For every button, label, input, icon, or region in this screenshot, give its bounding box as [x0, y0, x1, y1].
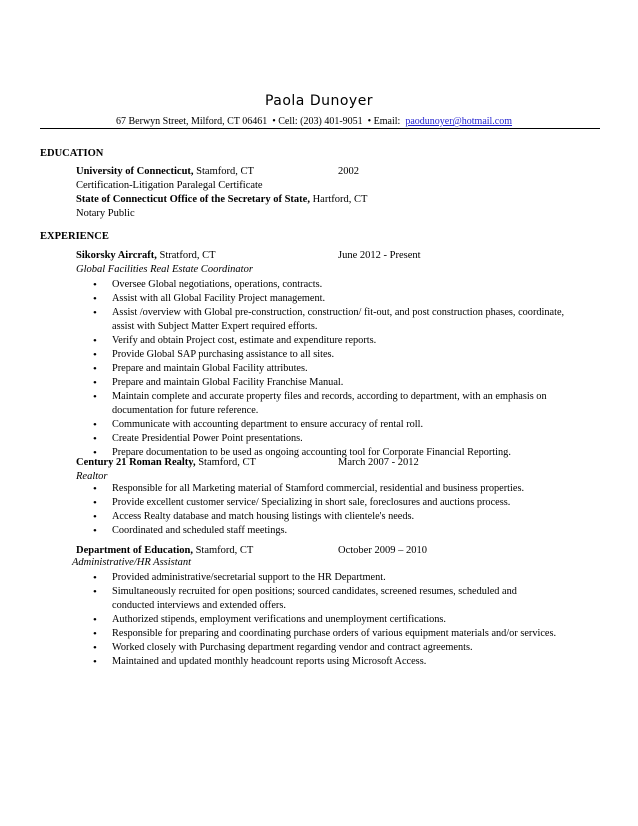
bullet-text: Maintain complete and accurate property files and records, according to department, with an emphasis on	[112, 391, 547, 402]
job-bullet-item	[93, 510, 524, 524]
bullet-text: Simultaneously recruited for open positions; sourced candidates, screened resumes, scheduled and	[112, 586, 517, 597]
bullet-text: Oversee Global negotiations, operations, contracts.	[112, 279, 323, 290]
bullet-text-continued: conducted interviews and extended offers.	[112, 600, 286, 611]
job-bullet-list	[93, 482, 524, 538]
bullet-text: Access Realty database and match housing listings with clientele's needs.	[112, 511, 415, 522]
school-certificate: Certification-Litigation Paralegal Certificate	[76, 180, 263, 191]
email-link[interactable]: paodunoyer@hotmail.com	[405, 116, 513, 127]
school-name: State of Connecticut Office of the Secretary of State,	[76, 194, 310, 205]
bullet-text: Communicate with accounting department to ensure accuracy of rental roll.	[112, 419, 424, 430]
experience-heading: EXPERIENCE	[40, 231, 109, 242]
bullet-text: Prepare and maintain Global Facility Franchise Manual.	[112, 377, 344, 388]
job-bullet-item	[93, 627, 556, 641]
job-bullet-item	[93, 613, 556, 627]
cell-phone: Cell: (203) 401-9051	[278, 116, 363, 127]
company-location: Stamford, CT	[195, 545, 254, 556]
job-bullet-item	[93, 655, 556, 669]
school-certificate: Notary Public	[76, 208, 135, 219]
school-location: Stamford, CT	[196, 166, 254, 177]
education-school-2	[76, 194, 367, 205]
job-header	[76, 457, 256, 468]
header-divider	[40, 128, 600, 129]
job-bullet-item	[93, 306, 564, 334]
job-header	[76, 545, 253, 556]
school-location: Hartford, CT	[312, 194, 368, 205]
bullet-text: Responsible for preparing and coordinating purchase orders of various equipment materials and/or services.	[112, 628, 557, 639]
contact-line: 67 Berwyn Street, Milford, CT 06461 • Cell: (203) 401-9051 • Email: paodunoyer@hotmail.com	[116, 116, 513, 127]
education-school-1	[76, 166, 254, 177]
bullet-text: Worked closely with Purchasing department regarding vendor and contract agreements.	[112, 642, 473, 653]
company-location: Stamford, CT	[198, 457, 256, 468]
bullet-text: Provided administrative/secretarial support to the HR Department.	[112, 572, 386, 583]
job-bullet-item	[93, 641, 556, 655]
bullet-text-continued: assist with Subject Matter Expert required efforts.	[112, 321, 318, 332]
bullet-text: Verify and obtain Project cost, estimate and expenditure reports.	[112, 335, 377, 346]
job-dates: March 2007 - 2012	[338, 457, 419, 468]
bullet-text: Prepare and maintain Global Facility attributes.	[112, 363, 308, 374]
job-bullet-item	[93, 362, 564, 376]
job-bullet-item	[93, 390, 564, 418]
bullet-text: Authorized stipends, employment verifications and unemployment certifications.	[112, 614, 446, 625]
company-name: Sikorsky Aircraft,	[76, 250, 157, 261]
company-name: Century 21 Roman Realty,	[76, 457, 196, 468]
job-bullet-list	[93, 571, 556, 669]
address: 67 Berwyn Street, Milford, CT 06461	[116, 116, 268, 127]
resume-name: Paola Dunoyer	[264, 93, 374, 109]
bullet-text: Assist /overview with Global pre-construction, construction/ fit-out, and post construction phases, coordinate,	[112, 307, 565, 318]
job-bullet-item	[93, 292, 564, 306]
job-bullet-item	[93, 432, 564, 446]
email-label: Email:	[373, 116, 401, 127]
job-bullet-item	[93, 376, 564, 390]
job-bullet-list	[93, 278, 564, 460]
bullet-text: Coordinated and scheduled staff meetings.	[112, 525, 288, 536]
bullet-text-continued: documentation for future reference.	[112, 405, 259, 416]
job-bullet-item	[93, 524, 524, 538]
job-bullet-item	[93, 482, 524, 496]
school-year: 2002	[338, 166, 359, 177]
bullet-text: Provide excellent customer service/ Specializing in short sale, foreclosures and auctions process.	[112, 497, 511, 508]
job-title: Global Facilities Real Estate Coordinator	[76, 264, 253, 275]
job-title: Realtor	[76, 471, 108, 482]
job-bullet-item	[93, 348, 564, 362]
job-bullet-item	[93, 278, 564, 292]
bullet-text: Responsible for all Marketing material of Stamford commercial, residential and business properties.	[112, 483, 525, 494]
bullet-text: Provide Global SAP purchasing assistance to all sites.	[112, 349, 335, 360]
company-location: Stratford, CT	[159, 250, 216, 261]
job-bullet-item	[93, 571, 556, 585]
school-name: University of Connecticut,	[76, 166, 194, 177]
bullet-text: Create Presidential Power Point presentations.	[112, 433, 303, 444]
education-heading: EDUCATION	[40, 148, 104, 159]
job-bullet-item	[93, 585, 556, 613]
job-dates: October 2009 – 2010	[338, 545, 427, 556]
job-bullet-item	[93, 418, 564, 432]
job-bullet-item	[93, 496, 524, 510]
job-bullet-item	[93, 334, 564, 348]
bullet-text: Maintained and updated monthly headcount reports using Microsoft Access.	[112, 656, 427, 667]
job-header	[76, 250, 216, 261]
bullet-text: Assist with all Global Facility Project management.	[112, 293, 326, 304]
job-dates: June 2012 - Present	[338, 250, 421, 261]
bullet-text: Prepare documentation to be used as ongoing accounting tool for Corporate Financial Reporting.	[112, 447, 511, 458]
company-name: Department of Education,	[76, 545, 193, 556]
job-title: Administrative/HR Assistant	[72, 557, 192, 568]
